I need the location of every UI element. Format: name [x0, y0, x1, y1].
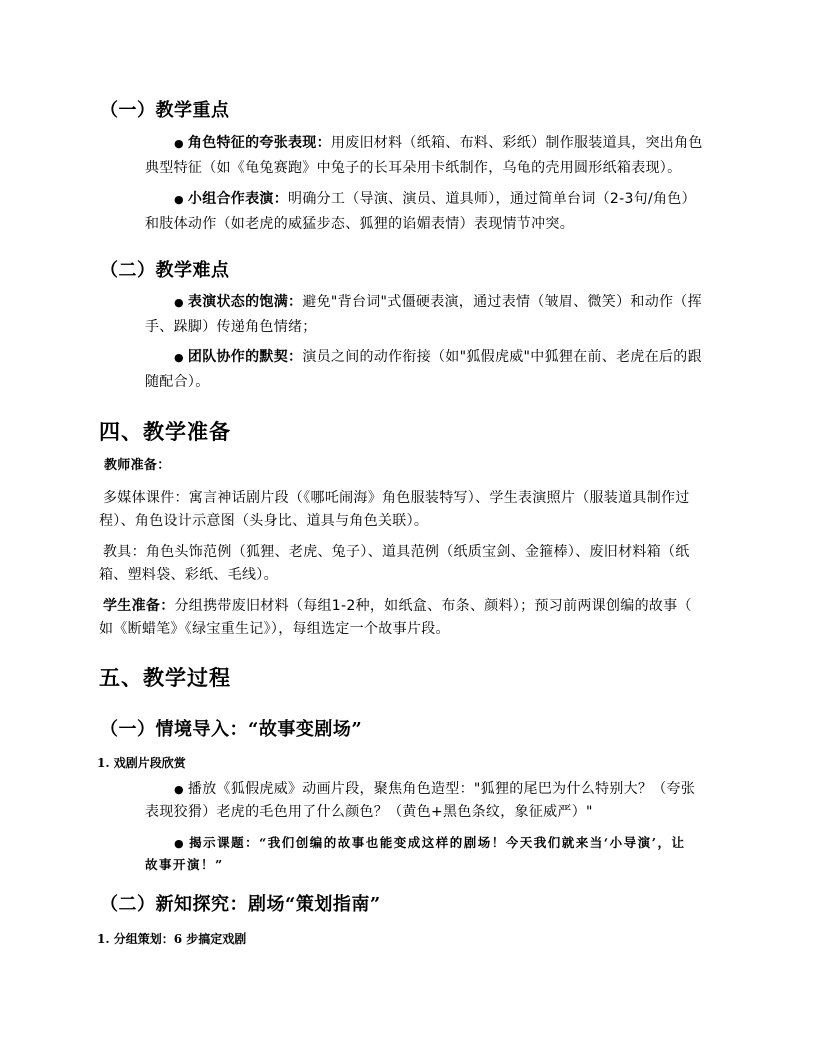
- tools-line-continuation: 箱、塑料袋、彩纸、毛线）。: [99, 567, 278, 583]
- list-item-continuation: 表现狡猾）老虎的毛色用了什么颜色？（黄色+黑色条纹，象征威严）": [145, 804, 593, 820]
- list-item: ● 团队协作的默契：演员之间的动作衔接（如"狐假虎威"中狐狸在前、老虎在后的跟: [174, 349, 702, 365]
- list-item-continuation: 随配合）。: [145, 374, 210, 390]
- subsection-heading-intro: （一）情境导入：“故事变剧场”: [100, 719, 363, 740]
- bullet-icon: ●: [174, 137, 184, 150]
- bullet-icon: ●: [174, 193, 184, 206]
- multimedia-line-continuation: 程）、角色设计示意图（头身比、道具与角色关联）。: [99, 513, 429, 529]
- list-item: ● 角色特征的夸张表现：用废旧材料（纸箱、布料、彩纸）制作服装道具，突出角色: [174, 135, 703, 151]
- section-heading-key-points: （一）教学重点: [100, 100, 230, 121]
- list-item-continuation: 手、跺脚）传递角色情绪；: [145, 319, 317, 335]
- bullet-icon: ●: [174, 351, 184, 364]
- teacher-prep-label: 教师准备：: [104, 458, 171, 473]
- list-item-continuation: 典型特征（如《龟兔赛跑》中兔子的长耳朵用卡纸制作，乌龟的壳用圆形纸箱表现）。: [145, 160, 682, 176]
- list-item: ● 小组合作表演：明确分工（导演、演员、道具师），通过简单台词（2-3句/角色）: [174, 191, 696, 207]
- step-label: 1. 戏剧片段欣赏: [97, 756, 186, 770]
- section-heading-process: 五、教学过程: [99, 665, 231, 690]
- section-heading-preparation: 四、教学准备: [99, 419, 231, 444]
- bullet-icon: ●: [174, 783, 184, 796]
- list-item: ● 揭示课题：“我们创编的故事也能变成这样的剧场！今天我们就来当‘小导演’，让: [174, 835, 686, 850]
- list-item: ● 播放《狐假虎威》动画片段，聚焦角色造型："狐狸的尾巴为什么特别大？（夸张: [174, 781, 696, 797]
- bullet-icon: ●: [174, 296, 184, 309]
- step-label: 1. 分组策划：6 步搞定戏剧: [97, 932, 247, 946]
- student-prep-line: 学生准备：分组携带废旧材料（每组1-2种，如纸盒、布条、颜料）；预习前两课创编的故事（: [103, 598, 692, 614]
- multimedia-line: 多媒体课件：寓言神话剧片段（《哪吒闹海》角色服装特写）、学生表演照片（服装道具制作过: [103, 490, 690, 506]
- list-item-continuation: 和肢体动作（如老虎的威猛步态、狐狸的谄媚表情）表现情节冲突。: [145, 216, 574, 232]
- tools-line: 教具：角色头饰范例（狐狸、老虎、兔子）、道具范例（纸质宝剑、金箍棒）、废旧材料箱（纸: [103, 544, 690, 560]
- student-prep-continuation: 如《断蜡笔》《绿宝重生记》），每组选定一个故事片段。: [99, 621, 450, 637]
- list-item-continuation: 故事开演！”: [145, 857, 224, 872]
- bullet-icon: ●: [174, 837, 186, 850]
- section-heading-difficulties: （二）教学难点: [100, 260, 230, 281]
- list-item: ● 表演状态的饱满：避免"背台词"式僵硬表演，通过表情（皱眉、微笑）和动作（挥: [174, 294, 702, 310]
- subsection-heading-explore: （二）新知探究：剧场“策划指南”: [100, 894, 381, 915]
